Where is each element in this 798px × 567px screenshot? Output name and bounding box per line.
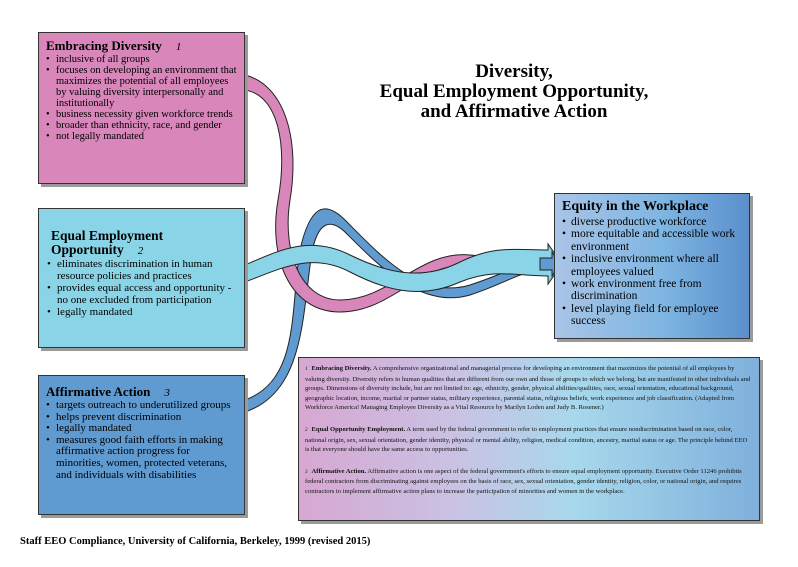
list-item: • more equitable and accessible work environment <box>562 228 742 253</box>
footer-credit: Staff EEO Compliance, University of California, Berkeley, 1999 (revised 2015) <box>20 536 371 547</box>
list-item: • provides equal access and opportunity - no one excluded from participation <box>47 282 236 306</box>
embracing-diversity-box <box>38 32 245 184</box>
definition-text: Affirmative action is one aspect of the federal government's efforts to ensure equal employment opportunity. Executive Order 11246 prohibits federal contractors from discriminating against employees on the basis of race, sex, sexual orientation, gender identity, religion, color, or national origin, and requires contractors to implement affirmative action plans to increase the participation of minorities and women in the workplace. <box>305 467 742 495</box>
title-line-3: and Affirmative Action <box>420 101 608 122</box>
definition-paragraph <box>305 364 753 413</box>
list-item: • broader than ethnicity, race, and gender <box>46 120 237 131</box>
box-number: 1 <box>175 41 182 53</box>
eeo-list <box>47 258 236 318</box>
eeo-heading: Equal Employment Opportunity 2 <box>51 228 164 257</box>
definition-text: A comprehensive organizational and managerial process for developing an environment that maximizes the potential of all employees by valuing diversity. Diversity refers to human qualities that are different from our own and those of groups to which we belong, but are manifested in other individuals and groups. Dimensions of diversity include, but are not limited to: age, ethnicity, gender, physical abilities/qualities, race, sexual orientation, educational background, geographic location, income, marital or partner status, military experience, parental status, religious beliefs, work experience and job classification. (Adapted from Workforce America! Managing Employee Diversity as a Vital Resource by Marilyn Loden and Judy B. Rosener.) <box>305 365 751 412</box>
list-item: • helps prevent discrimination <box>46 412 237 424</box>
box-number: 3 <box>164 387 170 399</box>
list-item: • focuses on developing an environment that maximizes the potential of all employees by valuing diversity interpersonally and institutionally <box>46 65 237 109</box>
definition-paragraph <box>305 425 753 455</box>
affirmative-action-list <box>46 400 237 481</box>
list-item: • business necessity given workforce trends <box>46 109 237 120</box>
list-item: • targets outreach to underutilized groups <box>46 400 237 412</box>
list-item: • eliminates discrimination in human resource policies and practices <box>47 258 236 282</box>
list-item: • legally mandated <box>46 423 237 435</box>
affirmative-action-box <box>38 375 245 515</box>
box-number: 2 <box>137 245 144 257</box>
list-item: • inclusive of all groups <box>46 54 237 65</box>
title-line-1: Diversity, <box>475 61 553 82</box>
list-item: • work environment free from discrimination <box>562 278 742 303</box>
definition-term: Embracing Diversity. <box>311 365 372 372</box>
equity-list <box>562 216 742 328</box>
definition-number: 2 <box>305 427 308 433</box>
equity-in-the-workplace-box <box>554 193 750 339</box>
list-item: • level playing field for employee success <box>562 303 742 328</box>
definition-paragraph <box>305 467 753 497</box>
definition-term: Equal Opportunity Employment. <box>311 425 406 433</box>
equity-heading: Equity in the Workplace <box>562 199 709 214</box>
list-item: • legally mandated <box>47 306 236 318</box>
affirmative-action-heading: Affirmative Action 3 <box>46 384 170 399</box>
definition-number: 1 <box>305 367 308 372</box>
definitions-box <box>298 357 760 521</box>
title-line-2: Equal Employment Opportunity, <box>379 81 649 102</box>
definition-number: 3 <box>305 469 308 475</box>
embracing-diversity-heading: Embracing Diversity 1 <box>46 38 182 53</box>
embracing-diversity-list <box>46 54 237 142</box>
page-title <box>330 62 698 122</box>
list-item: • not legally mandated <box>46 131 237 142</box>
list-item: • diverse productive workforce <box>562 216 742 228</box>
definition-term: Affirmative Action. <box>311 467 367 475</box>
definition-text: A term used by the federal government to refer to employment practices that ensure nondiscrimination based on race, color, national origin, sex, sexual orientation, gender identity, physical or mental ability, religion, medical condition, ancestry, marital status or age. The principle behind EEO is that everyone should have the same access to opportunities. <box>305 425 748 454</box>
list-item: • inclusive environment where all employees valued <box>562 253 742 278</box>
list-item: • measures good faith efforts in making affirmative action progress for minorities, women, protected veterans, and individuals with disabilities <box>46 435 237 481</box>
equal-employment-opportunity-box <box>38 208 245 348</box>
